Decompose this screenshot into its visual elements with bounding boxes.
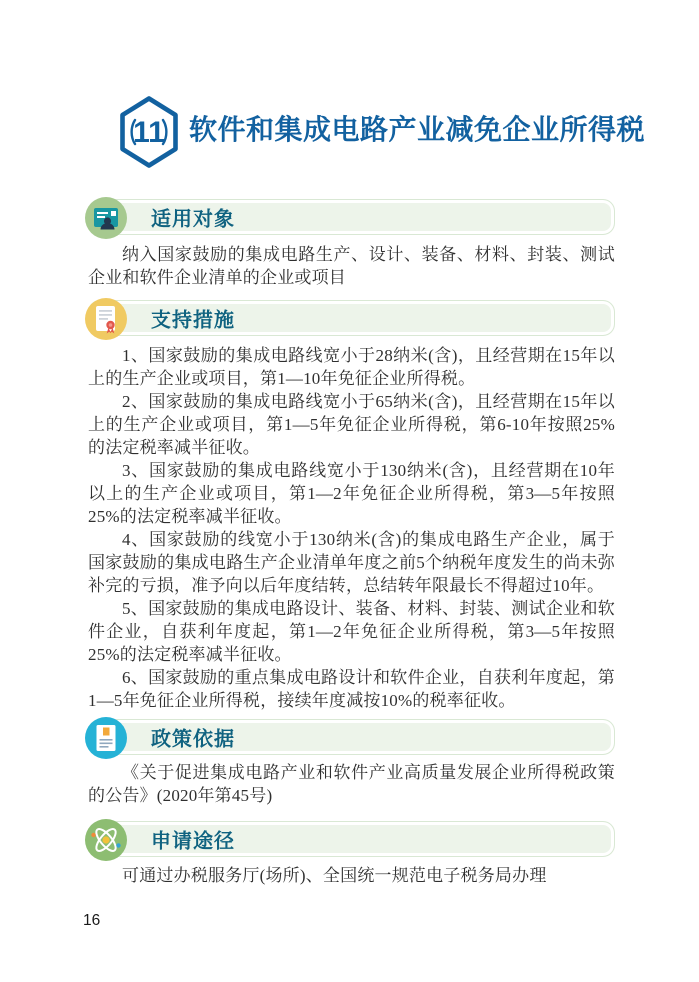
section-header	[88, 199, 615, 235]
section-title: 政策依据	[151, 728, 235, 751]
section-application-channels	[88, 821, 615, 887]
section-support-measures	[88, 300, 615, 712]
paragraph: 2、国家鼓励的集成电路线宽小于65纳米(含)，且经营期在15年以上的生产企业或项目，第1—5年免征企业所得税，第6-10年按照25%的法定税率减半征收。	[88, 392, 615, 457]
chapter-header	[88, 88, 646, 175]
paragraph: 5、国家鼓励的集成电路设计、装备、材料、封装、测试企业和软件企业，自获利年度起，第1—2年免征企业所得税，第3—5年按照25%的法定税率减半征收。	[88, 599, 615, 664]
policy-document-icon	[85, 717, 127, 759]
paragraph: 4、国家鼓励的线宽小于130纳米(含)的集成电路生产企业，属于国家鼓励的集成电路生产企业清单年度之前5个纳税年度发生的尚未弥补完的亏损，准予向以后年度结转，总结转年限最长不得超过10年。	[88, 530, 615, 595]
section-title: 支持措施	[151, 309, 235, 332]
page-content	[88, 88, 646, 887]
paragraph: 纳入国家鼓励的集成电路生产、设计、装备、材料、封装、测试企业和软件企业清单的企业或项目	[88, 245, 615, 287]
section-title: 适用对象	[151, 208, 235, 231]
paragraph: 《关于促进集成电路产业和软件产业高质量发展企业所得税政策的公告》(2020年第45号)	[88, 763, 615, 805]
atom-icon	[85, 819, 127, 861]
page-title: 软件和集成电路产业减免企业所得税	[189, 115, 646, 147]
section-header	[88, 719, 615, 755]
section-body	[88, 761, 615, 807]
section-body	[88, 243, 615, 289]
section-header	[88, 821, 615, 857]
section-body	[88, 864, 615, 887]
chapter-number: 11	[133, 115, 165, 149]
section-header	[88, 300, 615, 336]
section-policy-basis	[88, 719, 615, 807]
paragraph: 可通过办税服务厅(场所)、全国统一规范电子税务局办理	[122, 866, 547, 885]
paragraph: 3、国家鼓励的集成电路线宽小于130纳米(含)，且经营期在10年以上的生产企业或项目，第1—2年免征企业所得税，第3—5年按照25%的法定税率减半征收。	[88, 461, 615, 526]
section-body	[88, 344, 615, 712]
section-applicable-objects	[88, 199, 615, 289]
paragraph: 6、国家鼓励的重点集成电路设计和软件企业，自获利年度起，第1—5年免征企业所得税，接续年度减按10%的税率征收。	[88, 668, 615, 710]
chapter-number-hexagon-icon	[118, 95, 180, 169]
id-card-icon	[85, 197, 127, 239]
paragraph: 1、国家鼓励的集成电路线宽小于28纳米(含)，且经营期在15年以上的生产企业或项目，第1—10年免征企业所得税。	[88, 346, 615, 388]
page-number: 16	[83, 912, 101, 929]
certificate-icon	[85, 298, 127, 340]
section-title: 申请途径	[151, 830, 235, 853]
